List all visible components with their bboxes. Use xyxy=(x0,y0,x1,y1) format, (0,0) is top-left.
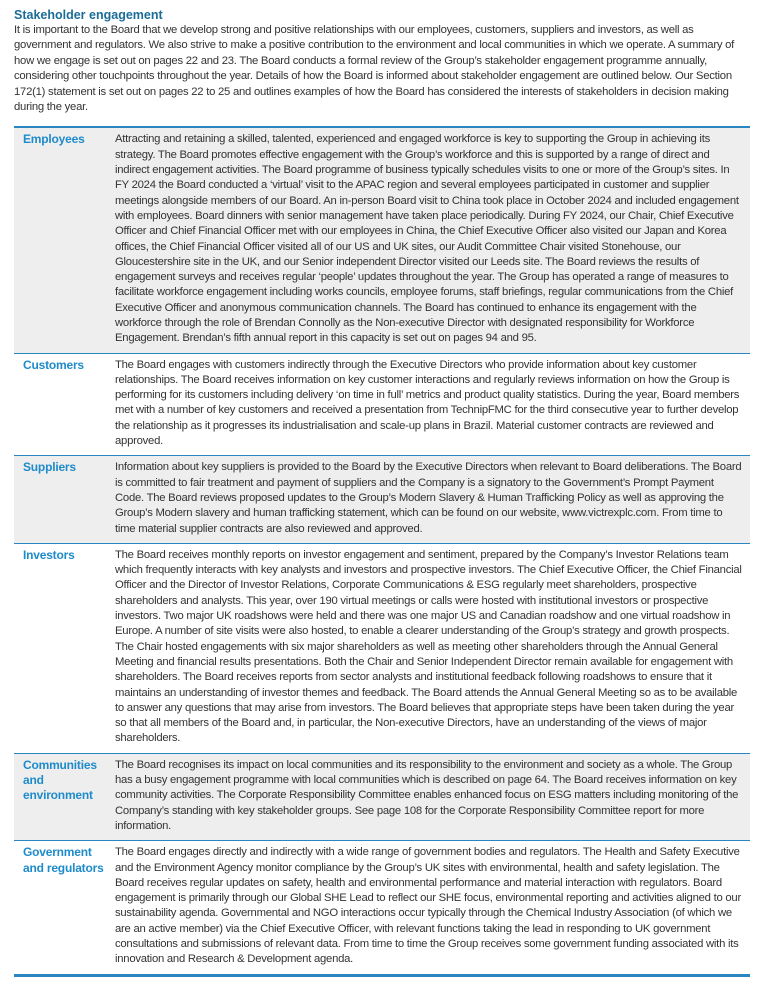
section-title: Stakeholder engagement xyxy=(14,8,163,22)
row-text: The Board receives monthly reports on investor engagement and sentiment, prepared by the Company’s Investor Relations team which frequently interacts with key analysts and investors and prospective investors. The Chief Executive Officer, the Chief Financial Officer and the Director of Investor Relations, Corporate Communications & ESG regularly meet shareholders, prospective shareholders and analysts. This year, over 190 virtual meetings or calls were hosted with institutional investors or prospective investors. Two major UK roadshows were held and there was one major US and Canadian roadshow and one virtual roadshow in Europe. A number of site visits were also hosted, to enable a clearer understanding of the Group’s strategy and growth prospects. The Chair hosted engagements with six major shareholders as well as meeting other shareholders through the Annual General Meeting and financial results presentations. Both the Chair and Senior Independent Director remain available for engagement with shareholders. The Board receives reports from sector analysts and institutional feedback following roadshows to ensure that it maintains an understanding of investor themes and feedback. The Board attends the Annual General Meeting so as to be available to answer any questions that may arise from investors. The Board believes that appropriate steps have been taken during the year so that all members of the Board and, in particular, the Non-executive Directors, have an understanding of the views of major shareholders. xyxy=(115,548,742,745)
intro-paragraph: It is important to the Board that we develop strong and positive relationships with our employees, customers, suppliers and investors, as well as government and regulators. We also strive to make a positive contribution to the environment and local communities in which we operate. A summary of how we engage is set out on pages 22 and 23. The Board conducts a formal review of the Group’s stakeholder engagement programme annually, considering other touchpoints throughout the year. Details of how the Board is informed about stakeholder engagement are outlined below. Our Section 172(1) statement is set out on pages 22 to 25 and outlines examples of how the Board has considered the interests of stakeholders in decision making during the year. xyxy=(14,24,735,114)
table-row-suppliers xyxy=(14,456,750,543)
table-row-investors xyxy=(14,543,750,753)
row-label: Customers xyxy=(23,357,84,372)
row-label: Government and regulators xyxy=(23,845,104,875)
table-row-government xyxy=(14,841,750,975)
row-label: Suppliers xyxy=(23,460,76,475)
row-text: The Board engages directly and indirectly with a wide range of government bodies and regulators. The Health and Safety Executive and the Environment Agency monitor compliance by the Group’s UK sites with environmental, health and safety legislation. The Board receives regular updates on safety, health and environmental performance and material interaction with regulators. Board engagement is primarily through our Global SHE Lead to reflect our SHE focus, environmental reporting and activities aligned to our sustainability agenda. Governmental and NGO interactions occur typically through the Chemical Industry Association (of which we are an active member) via the Chief Executive Officer, with relevant functions taking the lead in responding to UK government consultations and submissions of relevant data. From time to time the Group receives some government funding associated with its innovation and Research & Development agenda. xyxy=(115,846,741,966)
row-text: The Board recognises its impact on local communities and its responsibility to the environment and society as a whole. The Group has a busy engagement programme with local communities which is described on page 64. The Board receives information on key community activities. The Corporate Responsibility Committee enables enhanced focus on ESG matters including monitoring of the Company’s standing with key stakeholder groups. See page 108 for the Corporate Responsibility Committee report for more information. xyxy=(115,758,739,832)
row-label: Investors xyxy=(23,547,75,562)
stakeholder-table xyxy=(14,126,750,976)
row-label: Communities and environment xyxy=(23,757,97,803)
row-text: The Board engages with customers indirectly through the Executive Directors who provide information about key customer relationships. The Board receives information on key customer interactions and regularly reviews information on how the Group is performing for its customers including delivery ‘on time in full’ metrics and product quality statistics. During the year, Board members met with a number of key customers and received a presentation from TechnipFMC for the third consecutive year to further develop the relationship as it progresses its industrialisation and scale-up plans in Brazil. Material customer contracts are reviewed and approved. xyxy=(115,358,740,448)
row-text: Information about key suppliers is provided to the Board by the Executive Directors when relevant to Board deliberations. The Board is committed to fair treatment and payment of suppliers and the Company is a signatory to the Government’s Prompt Payment Code. The Board reviews proposed updates to the Group’s Modern Slavery & Human Trafficking Policy as well as approving the Group’s Modern slavery and human trafficking statement, which can be found on our website, www.victrexplc.com. From time to time material supplier contracts are also reviewed and approved. xyxy=(115,461,742,535)
table-row-communities xyxy=(14,753,750,840)
table-row-customers xyxy=(14,353,750,456)
row-label: Employees xyxy=(23,132,85,147)
table-row-employees xyxy=(14,127,750,353)
row-text: Attracting and retaining a skilled, talented, experienced and engaged workforce is key to supporting the Group in achieving its strategy. The Board promotes effective engagement with the Group’s workforce and this is supported by a range of direct and indirect engagement activities. The Board programme of business typically schedules visits to one or more of the Group’s sites. In FY 2024 the Board conducted a ‘virtual’ visit to the APAC region and several employees participated in customer and supplier meetings alongside members of our Board. An in-person Board visit to China took place in October 2024 and included engagement with employees. Board dinners with senior management have taken place periodically. During FY 2024, our Chair, Chief Executive Officer and Chief Financial Officer met with our employees in China, the Chief Executive Officer also visited our Japan and Korea offices, the Chief Financial Officer visited all of our US and UK sites, our Audit Committee Chair visited Stonehouse, our Gloucestershire site in the UK, and our Senior independent Director visited our Leeds site. The Board reviews the results of engagement surveys and receives regular ‘people’ updates throughout the year. The Group has operated a range of measures to facilitate workforce engagement including works councils, employee forums, staff briefings, regular communications from the Chief Executive Officer and anonymous communication channels. The Board has continued to enhance its engagement with the workforce through the role of Brendan Connolly as the Non-executive Director with designated responsibility for Workforce Engagement. Brendan’s fifth annual report in this capacity is set out on pages 94 and 95. xyxy=(115,133,739,345)
